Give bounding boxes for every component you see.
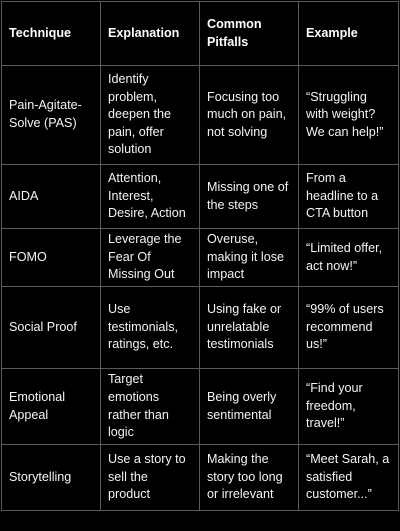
cell-technique: AIDA bbox=[2, 165, 101, 229]
header-common-pitfalls: Common Pitfalls bbox=[200, 2, 299, 66]
cell-technique: Pain-Agitate-Solve (PAS) bbox=[2, 66, 101, 165]
cell-pitfalls: Making the story too long or irrelevant bbox=[200, 445, 299, 511]
table-row bbox=[2, 369, 399, 445]
header-example: Example bbox=[299, 2, 399, 66]
cell-explanation: Leverage the Fear Of Missing Out bbox=[101, 229, 200, 287]
cell-pitfalls: Missing one of the steps bbox=[200, 165, 299, 229]
cell-example: “99% of users recommend us!” bbox=[299, 287, 399, 369]
cell-explanation: Attention, Interest, Desire, Action bbox=[101, 165, 200, 229]
table-row bbox=[2, 287, 399, 369]
cell-technique: Emotional Appeal bbox=[2, 369, 101, 445]
cell-pitfalls: Being overly sentimental bbox=[200, 369, 299, 445]
header-technique: Technique bbox=[2, 2, 101, 66]
cell-example: From a headline to a CTA button bbox=[299, 165, 399, 229]
cell-explanation: Use a story to sell the product bbox=[101, 445, 200, 511]
header-explanation: Explanation bbox=[101, 2, 200, 66]
cell-explanation: Use testimonials, ratings, etc. bbox=[101, 287, 200, 369]
cell-explanation: Target emotions rather than logic bbox=[101, 369, 200, 445]
cell-explanation: Identify problem, deepen the pain, offer solution bbox=[101, 66, 200, 165]
cell-example: “Struggling with weight? We can help!” bbox=[299, 66, 399, 165]
cell-pitfalls: Focusing too much on pain, not solving bbox=[200, 66, 299, 165]
cell-technique: Social Proof bbox=[2, 287, 101, 369]
table-row bbox=[2, 66, 399, 165]
cell-example: “Limited offer, act now!” bbox=[299, 229, 399, 287]
techniques-table bbox=[1, 1, 399, 511]
cell-technique: Storytelling bbox=[2, 445, 101, 511]
cell-example: “Meet Sarah, a satisfied customer...” bbox=[299, 445, 399, 511]
cell-pitfalls: Overuse, making it lose impact bbox=[200, 229, 299, 287]
table-row bbox=[2, 165, 399, 229]
table-header-row bbox=[2, 2, 399, 66]
table-row bbox=[2, 445, 399, 511]
cell-technique: FOMO bbox=[2, 229, 101, 287]
cell-pitfalls: Using fake or unrelatable testimonials bbox=[200, 287, 299, 369]
cell-example: “Find your freedom, travel!” bbox=[299, 369, 399, 445]
table-row bbox=[2, 229, 399, 287]
